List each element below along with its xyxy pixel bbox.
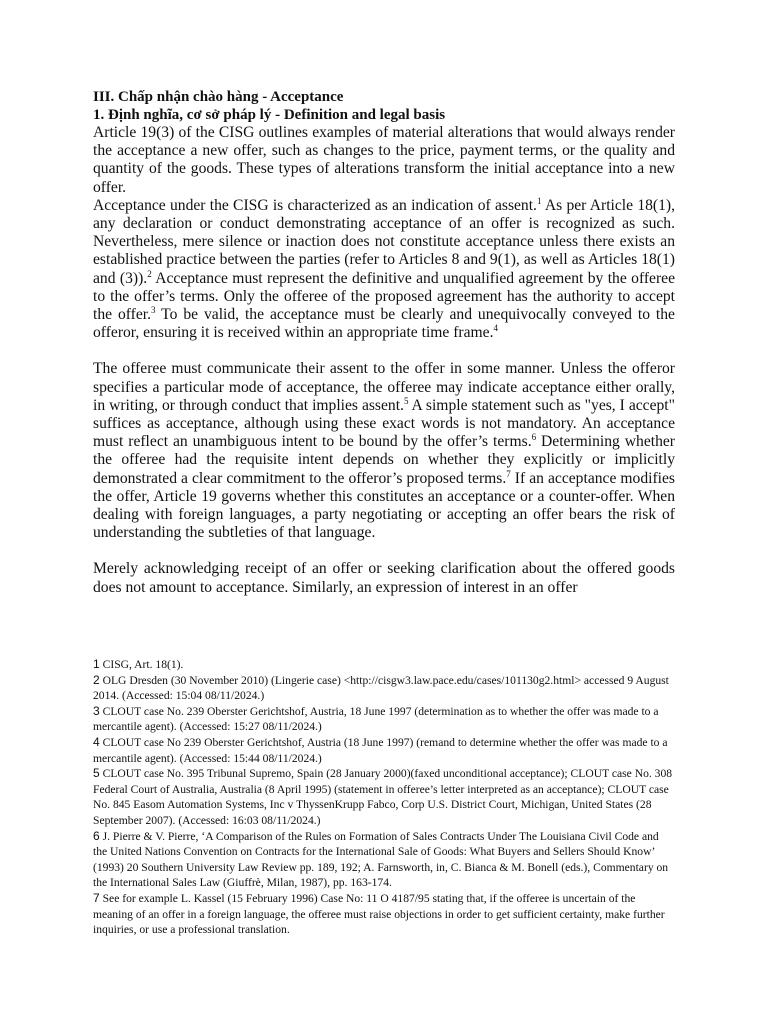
paragraph-1: Article 19(3) of the CISG outlines examples of material alterations that would always render the acceptance a new offer, such as changes to the price, payment terms, or the quality and quantity of the goods. These types of alterations transform the initial acceptance into a new offer. <box>93 124 675 196</box>
footnote-5 <box>93 766 675 828</box>
footnote-4 <box>93 735 675 766</box>
footnote-text: CLOUT case No. 239 Oberster Gerichtshof, Austria, 18 June 1997 (determination as to whether the offer was made to a mercantile agent). (Accessed: 15:27 08/11/2024.) <box>93 704 659 734</box>
footnote-ref-7[interactable]: 7 <box>506 468 511 479</box>
paragraph-3 <box>93 360 675 542</box>
footnote-text: CLOUT case No 239 Oberster Gerichtshof, Austria (18 June 1997) (remand to determine whether the offer was made to a mercantile agent). (Accessed: 15:44 08/11/2024.) <box>93 735 668 765</box>
footnote-7 <box>93 891 675 938</box>
footnote-3 <box>93 704 675 735</box>
paragraph-spacer <box>93 342 675 360</box>
section-subtitle: 1. Định nghĩa, cơ sở pháp lý - Definition and legal basis <box>93 107 446 123</box>
footnote-1 <box>93 657 675 673</box>
p3-text-4: If an acceptance modifies the offer, Article 19 governs whether this constitutes an acceptance or a counter-offer. When dealing with foreign languages, a party negotiating or accepting an offer bears the risk of understanding the subtleties of that language. <box>93 469 675 542</box>
footnote-number: 6 <box>93 828 100 843</box>
footnote-text: J. Pierre & V. Pierre, ‘A Comparison of the Rules on Formation of Sales Contracts Under The Louisiana Civil Code and the United Nations Convention on Contracts for the International Sale of Goods: What Buyers and Sellers Should Know’ (1993) 20 Southern University Law Review pp. 189, 192; A. Farnsworth, in, C. Bianca & M. Bonell (eds.), Commentary on the International Sales Law (Giuffrè, Milan, 1987), pp. 163-174. <box>93 829 669 890</box>
footnote-ref-1[interactable]: 1 <box>536 195 542 206</box>
footnote-2 <box>93 673 675 704</box>
paragraph-2 <box>93 197 675 343</box>
p3-text-1: The offeree must communicate their assent to the offer in some manner. Unless the offeror specifies a particular mode of acceptance, the offeree may indicate acceptance either orally, in writing, or through conduct that implies assent. <box>93 360 675 414</box>
footnote-ref-3[interactable]: 3 <box>151 304 156 315</box>
footnote-number: 7 <box>93 890 100 905</box>
footnote-number: 5 <box>93 766 100 781</box>
section-title: III. Chấp nhận chào hàng - Acceptance <box>93 89 344 105</box>
footnote-ref-4[interactable]: 4 <box>493 323 498 334</box>
paragraph-4: Merely acknowledging receipt of an offer or seeking clarification about the offered goods does not amount to acceptance. Similarly, an expression of interest in an offer <box>93 560 675 596</box>
footnote-number: 3 <box>93 703 100 718</box>
footnote-ref-2[interactable]: 2 <box>147 268 152 279</box>
footnote-text: OLG Dresden (30 November 2010) (Lingerie case) <http://cisgw3.law.pace.edu/cases/101130g2.html> accessed 9 August 2014. (Accessed: 15:04 08/11/2024.) <box>93 673 669 703</box>
footnote-number: 4 <box>93 734 100 749</box>
footnote-6 <box>93 829 675 891</box>
footnote-ref-5[interactable]: 5 <box>403 395 409 406</box>
p3-text-2: A simple statement such as "yes, I accept" suffices as acceptance, although using these exact words is not mandatory. An acceptance must reflect an unambiguous intent to be bound by the offer’s terms. <box>93 396 675 451</box>
paragraph-spacer <box>93 542 675 560</box>
footnote-number: 1 <box>93 657 100 671</box>
footnote-text: CISG, Art. 18(1). <box>102 658 184 671</box>
p2-text-2: As per Article 18(1), any declaration or conduct demonstrating acceptance of an offer is recognized as such. Nevertheless, mere silence or inaction does not constitute acceptance unless there exists an established practice between the parties (refer to Articles 8 and 9(1), as well as Articles 18(1) and (3)). <box>93 196 675 287</box>
footnote-ref-6[interactable]: 6 <box>531 432 537 443</box>
p2-text-4: To be valid, the acceptance must be clearly and unequivocally conveyed to the offeror, ensuring it is received within an appropriate time frame. <box>93 306 675 342</box>
footnotes-section <box>93 657 675 938</box>
footnote-text: CLOUT case No. 395 Tribunal Supremo, Spain (28 January 2000)(faxed unconditional acceptance); CLOUT case No. 308 Federal Court of Australia, Australia (8 April 1995) (statement in offeree’s letter interpreted as an acceptance); CLOUT case No. 845 Easom Automation Systems, Inc v ThyssenKrupp Fabco, Corp U.S. District Court, Michigan, United States (28 September 2007). (Accessed: 16:03 08/11/2024.) <box>93 767 673 827</box>
footnote-text: See for example L. Kassel (15 February 1996) Case No: 11 O 4187/95 stating that, if the offeree is uncertain of the meaning of an offer in a foreign language, the offeree must raise objections in order to get sufficient certainty, make further inquiries, or use a professional translation. <box>93 891 665 937</box>
document-body <box>93 88 675 597</box>
p2-text-3: Acceptance must represent the definitive and unqualified agreement by the offeree to the offer’s terms. Only the offeree of the proposed agreement has the authority to accept the offer. <box>93 269 676 324</box>
footnote-number: 2 <box>93 672 100 687</box>
p3-text-3: Determining whether the offeree had the requisite intent depends on whether they explicitly or implicitly demonstrated a clear commitment to the offeror’s proposed terms. <box>93 433 675 487</box>
p2-text-1: Acceptance under the CISG is characterized as an indication of assent. <box>93 196 537 214</box>
